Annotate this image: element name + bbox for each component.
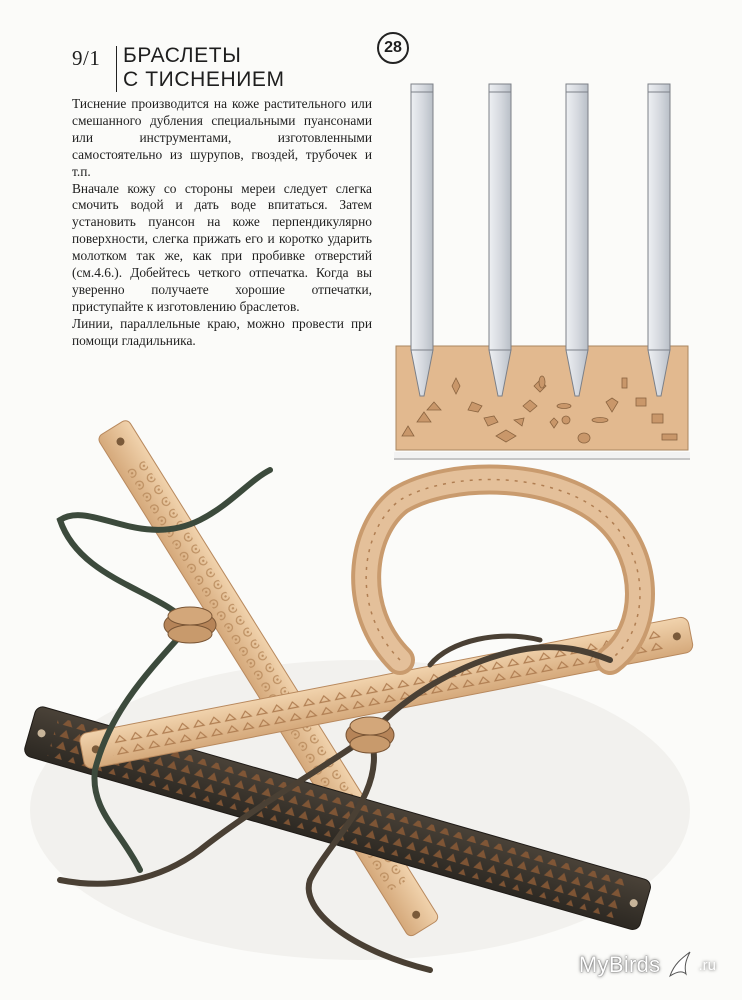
paragraph-3: Линии, параллельные краю, можно провести при помощи гладильника. xyxy=(72,315,372,348)
site-watermark xyxy=(579,948,716,982)
punch-4 xyxy=(648,84,670,396)
page-number-badge: 28 xyxy=(377,32,409,64)
paragraph-2: Вначале кожу со стороны мереи следует слегка смочить водой и дать воде впитаться. Затем установить пуансон на коже перпендикулярно поверхности, слегка прижать его и коротко ударить молотком так же, как при пробивке отверстий (см.4.6.). Добейтесь четкого отпечатка. Когда вы уверенно получаете хорошие отпечатки, приступайте к изготовлению браслетов. xyxy=(72,180,372,314)
stamping-punches-illustration xyxy=(394,80,690,466)
page-title-line-2: С ТИСНЕНИЕМ xyxy=(123,68,285,91)
watermark-text: MyBirds xyxy=(578,952,661,977)
paragraph-1: Тиснение производится на коже растительного или смешанного дубления специальными пуансонами или инструментами, изготовленными самостоятельно из шурупов, гвоздей, трубочек и т.п. xyxy=(72,96,372,179)
punch-3 xyxy=(566,84,588,396)
watermark-tld: .ru xyxy=(698,956,716,974)
title-divider xyxy=(116,46,117,92)
section-number: 9/1 xyxy=(72,46,101,70)
bracelets-photo xyxy=(0,410,742,1000)
punch-2 xyxy=(489,84,511,396)
page-title-line-1: БРАСЛЕТЫ xyxy=(123,44,242,67)
bead-center xyxy=(346,717,394,753)
bird-logo-icon xyxy=(664,948,694,982)
page-title xyxy=(123,44,285,92)
bead-left xyxy=(164,607,216,643)
body-text xyxy=(72,96,372,350)
punch-1 xyxy=(411,84,433,396)
